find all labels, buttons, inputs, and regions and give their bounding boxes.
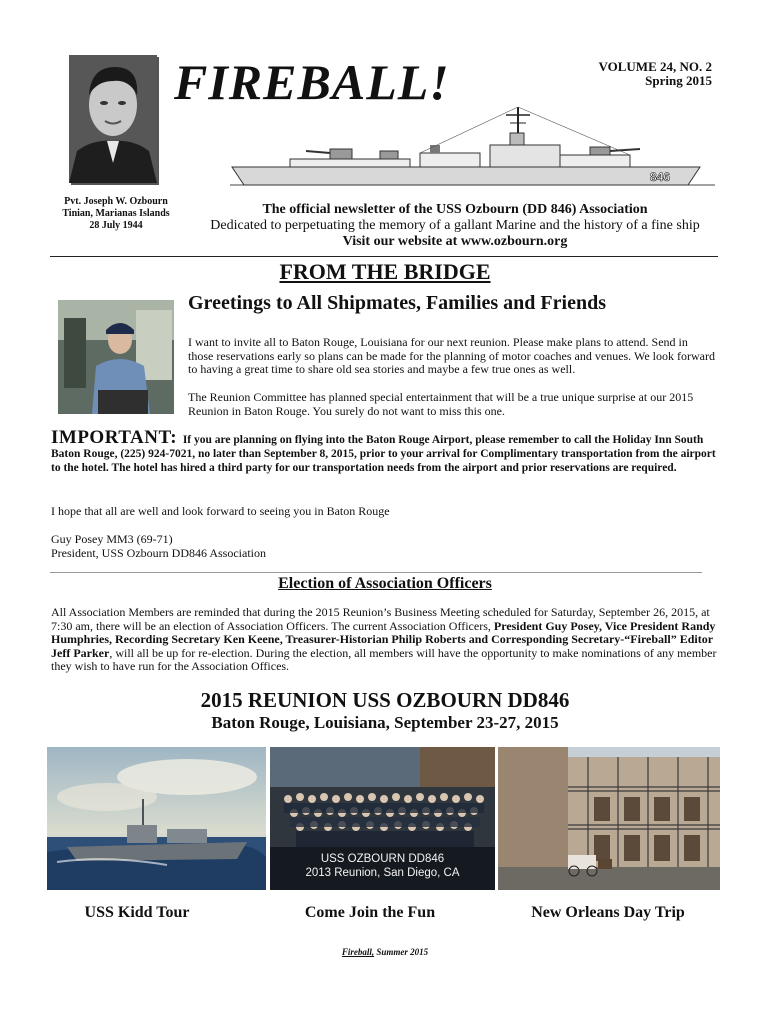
hull-number: 846 <box>650 170 671 184</box>
intro-website: Visit our website at www.ozbourn.org <box>342 234 568 249</box>
closing-line: I hope that all are well and look forward to seeing you in Baton Rouge <box>51 504 390 518</box>
newsletter-title: FIREBALL! <box>174 54 450 110</box>
footer-issue: Summer 2015 <box>374 947 429 957</box>
portrait-caption <box>46 196 186 232</box>
president-photo <box>58 300 174 414</box>
important-text: If you are planning on flying into the Baton Rouge Airport, please remember to call the Holiday Inn South Baton Rouge, (225) 924-7021, no later than September 8, 2015, prior to your arrival for Complimentary transportation from the airport to the hotel. The hotel has hired a third party for our transportation needs from the airport and prior reservations are required. <box>51 434 716 474</box>
caption-line: USS OZBOURN DD846 <box>320 853 445 865</box>
signature <box>51 533 451 560</box>
signature-title: President, USS Ozbourn DD846 Association <box>51 545 266 560</box>
important-label: IMPORTANT: <box>51 427 178 448</box>
bridge-paragraph-2: The Reunion Committee has planned special entertainment that will be a true unique surprise at our 2015 Reunion in Baton Rouge. You surely do not want to miss this one. <box>188 390 694 418</box>
intro-tagline: The official newsletter of the USS Ozbourn (DD 846) Association <box>262 202 648 217</box>
page-footer <box>0 947 770 958</box>
footer-name: Fireball, <box>341 947 375 957</box>
greeting-heading: Greetings to All Shipmates, Families and Friends <box>188 292 606 314</box>
caption-line: Tinian, Marianas Islands <box>62 208 170 219</box>
intro-dedication: Dedicated to perpetuating the memory of a gallant Marine and the history of a fine ship <box>210 218 700 233</box>
portrait-photo <box>69 55 157 183</box>
photo-label-fun: Come Join the Fun <box>304 904 436 921</box>
photo-label-kidd: USS Kidd Tour <box>84 904 190 921</box>
election-text: All Association Members are reminded that during the 2015 Reunion’s Business Meeting scheduled for Saturday, September 26, 2015, at 7:30 am, there will be an election of Association Officers. The current Association Officers, <box>51 605 710 633</box>
reunion-subtitle: Baton Rouge, Louisiana, September 23-27, 2015 <box>211 713 559 732</box>
important-notice <box>51 427 717 475</box>
signature-name: Guy Posey MM3 (69-71) <box>51 532 173 546</box>
photo-label-new-orleans: New Orleans Day Trip <box>531 904 685 921</box>
volume-number: VOLUME 24, NO. 2 <box>598 59 712 74</box>
caption-line: 2013 Reunion, San Diego, CA <box>305 867 460 879</box>
header-divider <box>50 256 718 257</box>
election-text: , will all be up for re-election. During the election, all members will have the opportunity to make nominations of any member they wish to have run for the Association Offices. <box>51 645 717 673</box>
group-photo-caption <box>270 852 495 880</box>
caption-line: 28 July 1944 <box>89 220 143 231</box>
section-title-bridge: FROM THE BRIDGE <box>279 259 491 284</box>
new-orleans-photo <box>498 747 720 890</box>
volume-info <box>599 60 713 88</box>
bridge-paragraph-1: I want to invite all to Baton Rouge, Louisiana for our next reunion. Please make plans to attend. Send in those reservations early so plans can be made for the planning of motor coaches and venues. We look forward to having a great time to share old sea stories and maybe a few true ones as well. <box>188 335 715 376</box>
uss-kidd-painting <box>47 747 266 890</box>
ship-illustration <box>230 105 715 190</box>
caption-line: Pvt. Joseph W. Ozbourn <box>64 196 168 207</box>
officer-names: President Guy Posey, Vice President Randy Humphries, Recording Secretary Ken Keene, Treasurer-Historian Philip Roberts and Corresponding Secretary-“Fireball” Editor Jeff Parker <box>51 618 716 660</box>
section-title-election: Election of Association Officers <box>278 575 492 592</box>
reunion-title: 2015 REUNION USS OZBOURN DD846 <box>200 688 570 712</box>
election-paragraph <box>51 606 717 674</box>
season: Spring 2015 <box>645 73 712 88</box>
section-divider <box>50 572 702 573</box>
newsletter-intro <box>190 202 720 250</box>
